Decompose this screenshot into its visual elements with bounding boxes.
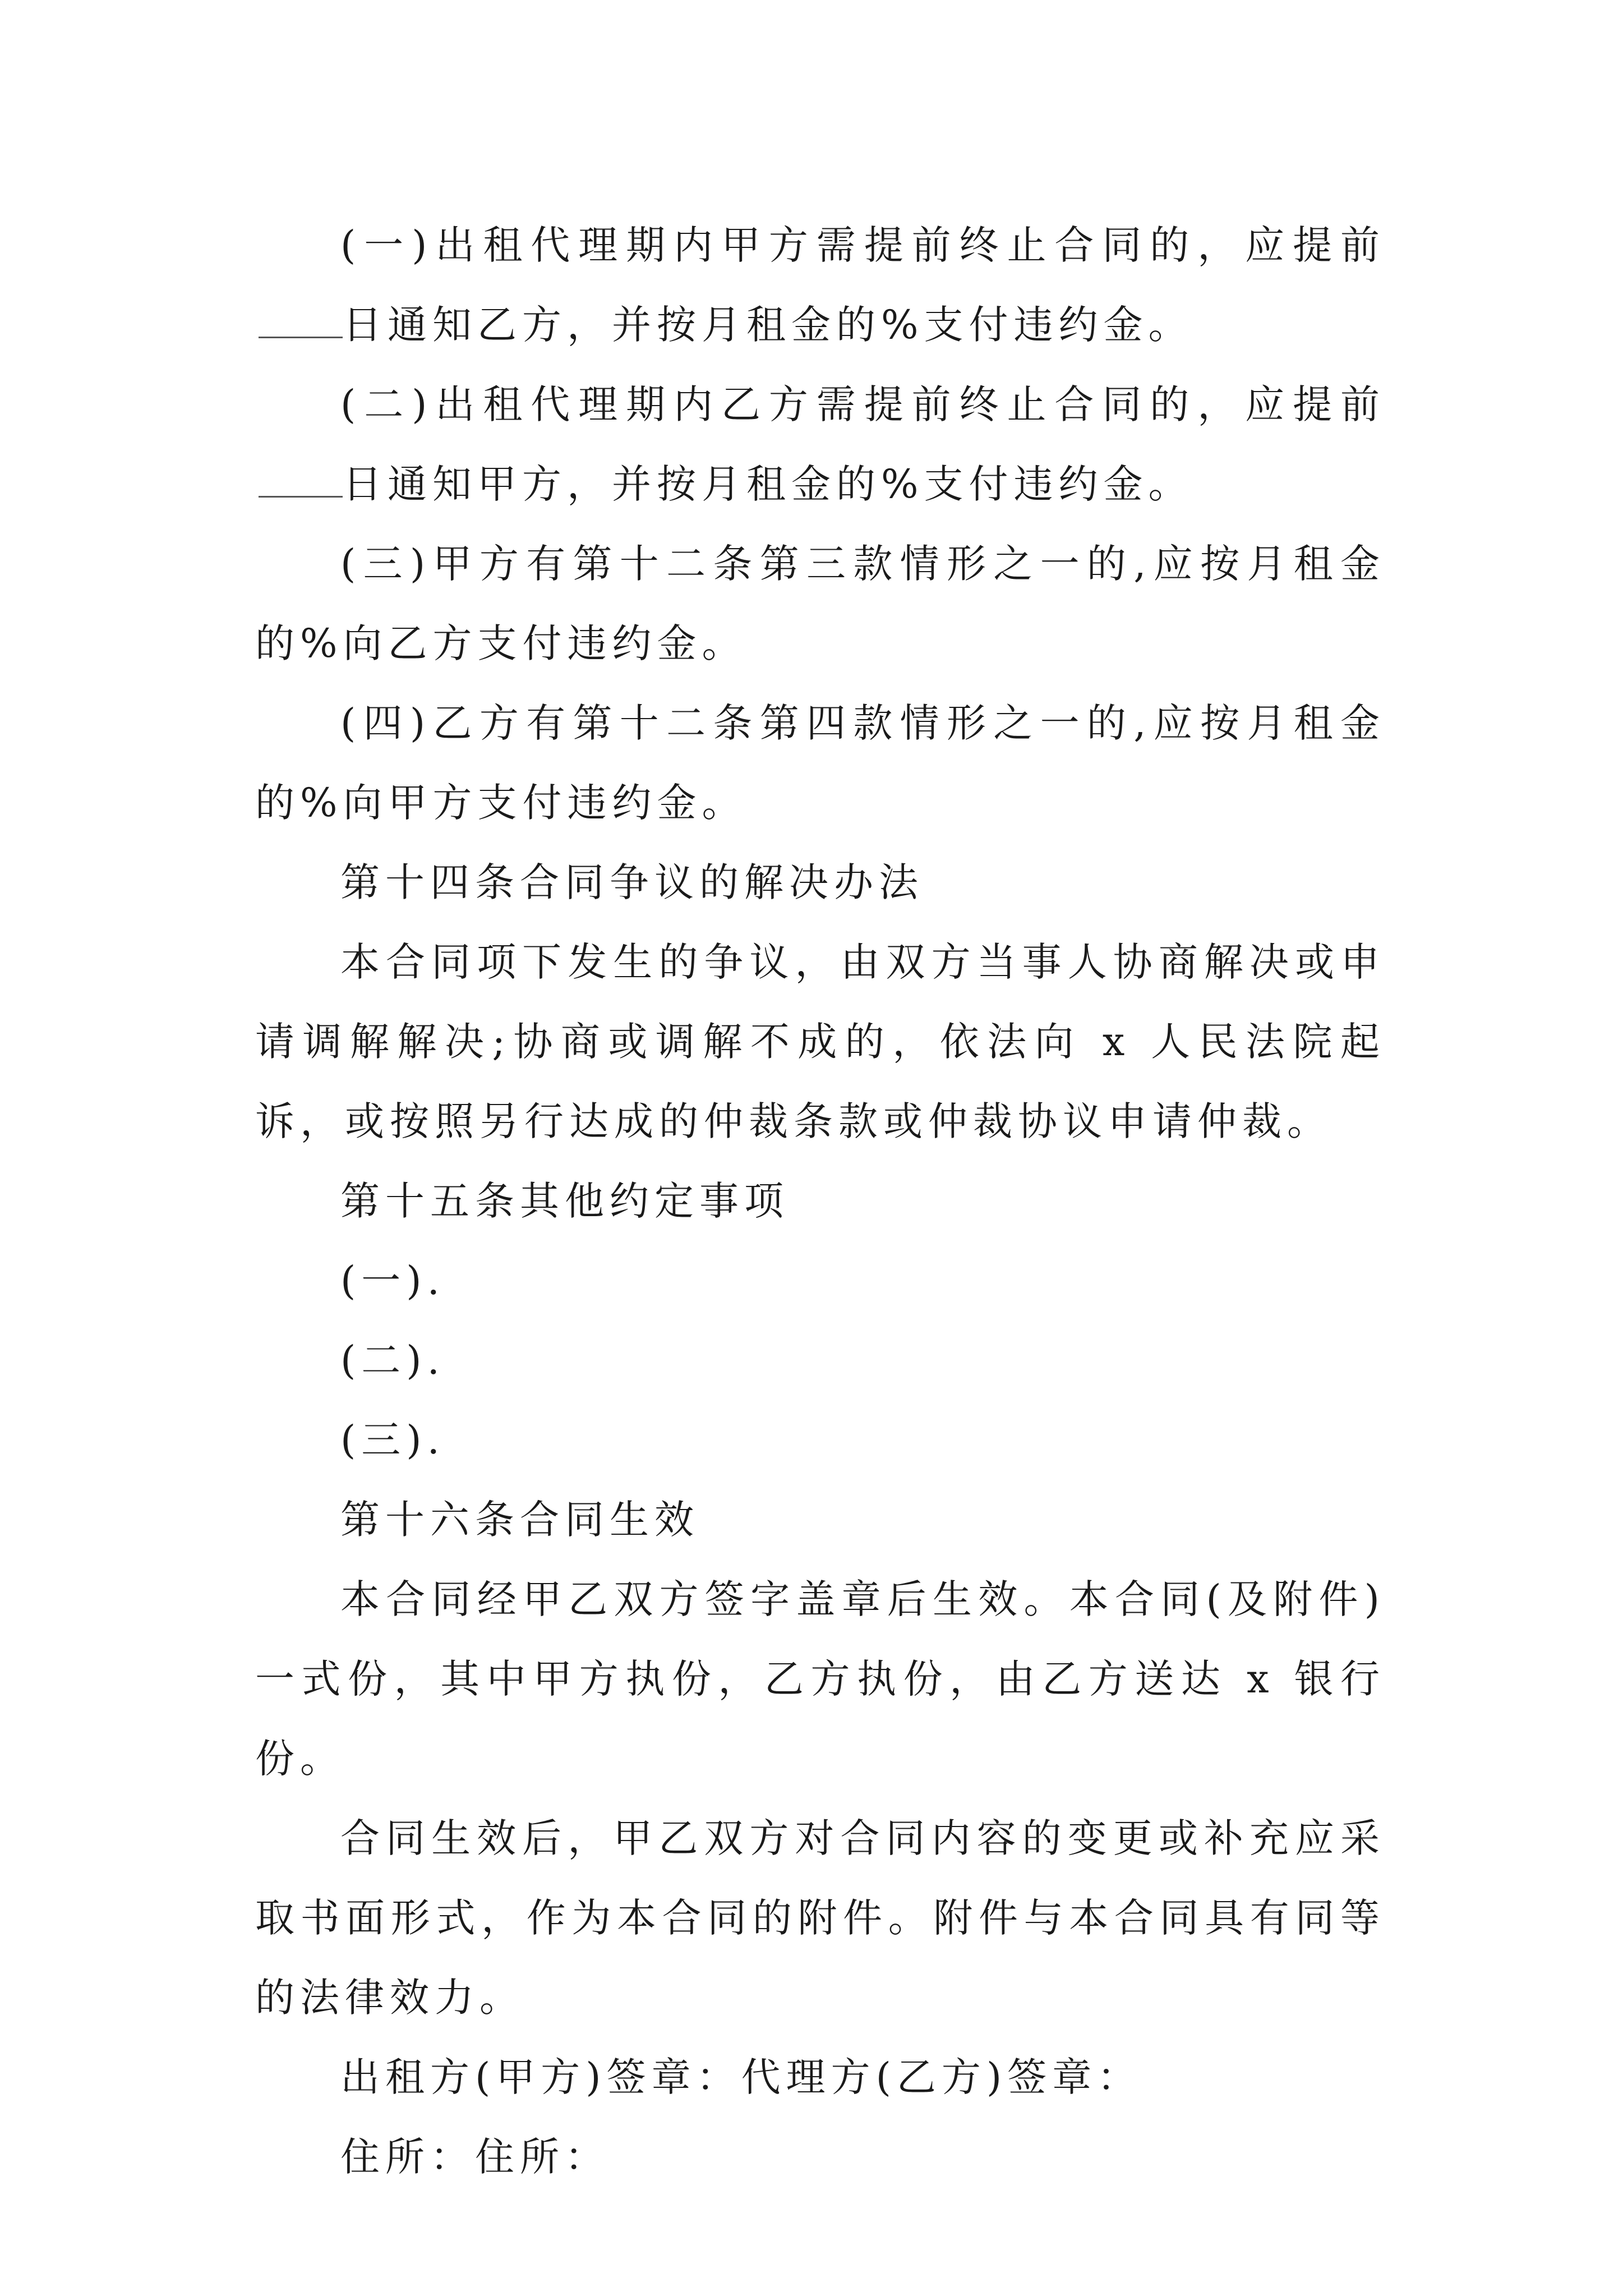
clause13-item1-text-a: (一)出租代理期内甲方需提前终止合同的，应提前 [340,222,1385,268]
clause13-item2-text-b: 日通知甲方，并按月租金的%支付违约金。 [343,461,1193,507]
fill-in-blank [259,457,343,498]
clause13-item2-text-a: (二)出租代理期内乙方需提前终止合同的，应提前 [340,381,1385,427]
clause15-heading: 第十五条其他约定事项 [340,1178,789,1224]
clause14-body: 本合同项下发生的争议，由双方当事人协商解决或申请调解解决;协商或调解不成的，依法向 x 人民法院起诉，或按照另行达成的仲裁条款或仲裁协议申请仲裁。 [255,939,1385,1144]
clause16-body-2: 合同生效后，甲乙双方对合同内容的变更或补充应采取书面形式，作为本合同的附件。附件与本合同具有同等的法律效力。 [255,1815,1385,2021]
clause13-item3: (三)甲方有第十二条第三款情形之一的,应按月租金的%向乙方支付违约金。 [255,541,1385,666]
clause13-item4: (四)乙方有第十二条第四款情形之一的,应按月租金的%向甲方支付违约金。 [255,700,1385,826]
clause15-item: (一). [340,1258,445,1304]
clause16-heading: 第十六条合同生效 [340,1497,699,1543]
clause16-body-1: 本合同经甲乙双方签字盖章后生效。本合同(及附件)一式份，其中甲方执份，乙方执份，由乙方送达 x 银行份。 [255,1576,1385,1782]
fill-in-blank [259,297,343,338]
clause15-item: (二). [340,1337,445,1383]
document-body [255,205,1385,2197]
clause13-item2 [255,365,1385,524]
clause13-item1-text-b: 日通知乙方，并按月租金的%支付违约金。 [343,302,1193,348]
signature-line: 出租方(甲方)签章：代理方(乙方)签章： [340,2054,1142,2100]
clause13-item1 [255,205,1385,365]
clause15-item: (三). [340,1417,445,1463]
clause14-heading: 第十四条合同争议的解决办法 [340,859,924,905]
address-line: 住所：住所： [340,2134,610,2180]
